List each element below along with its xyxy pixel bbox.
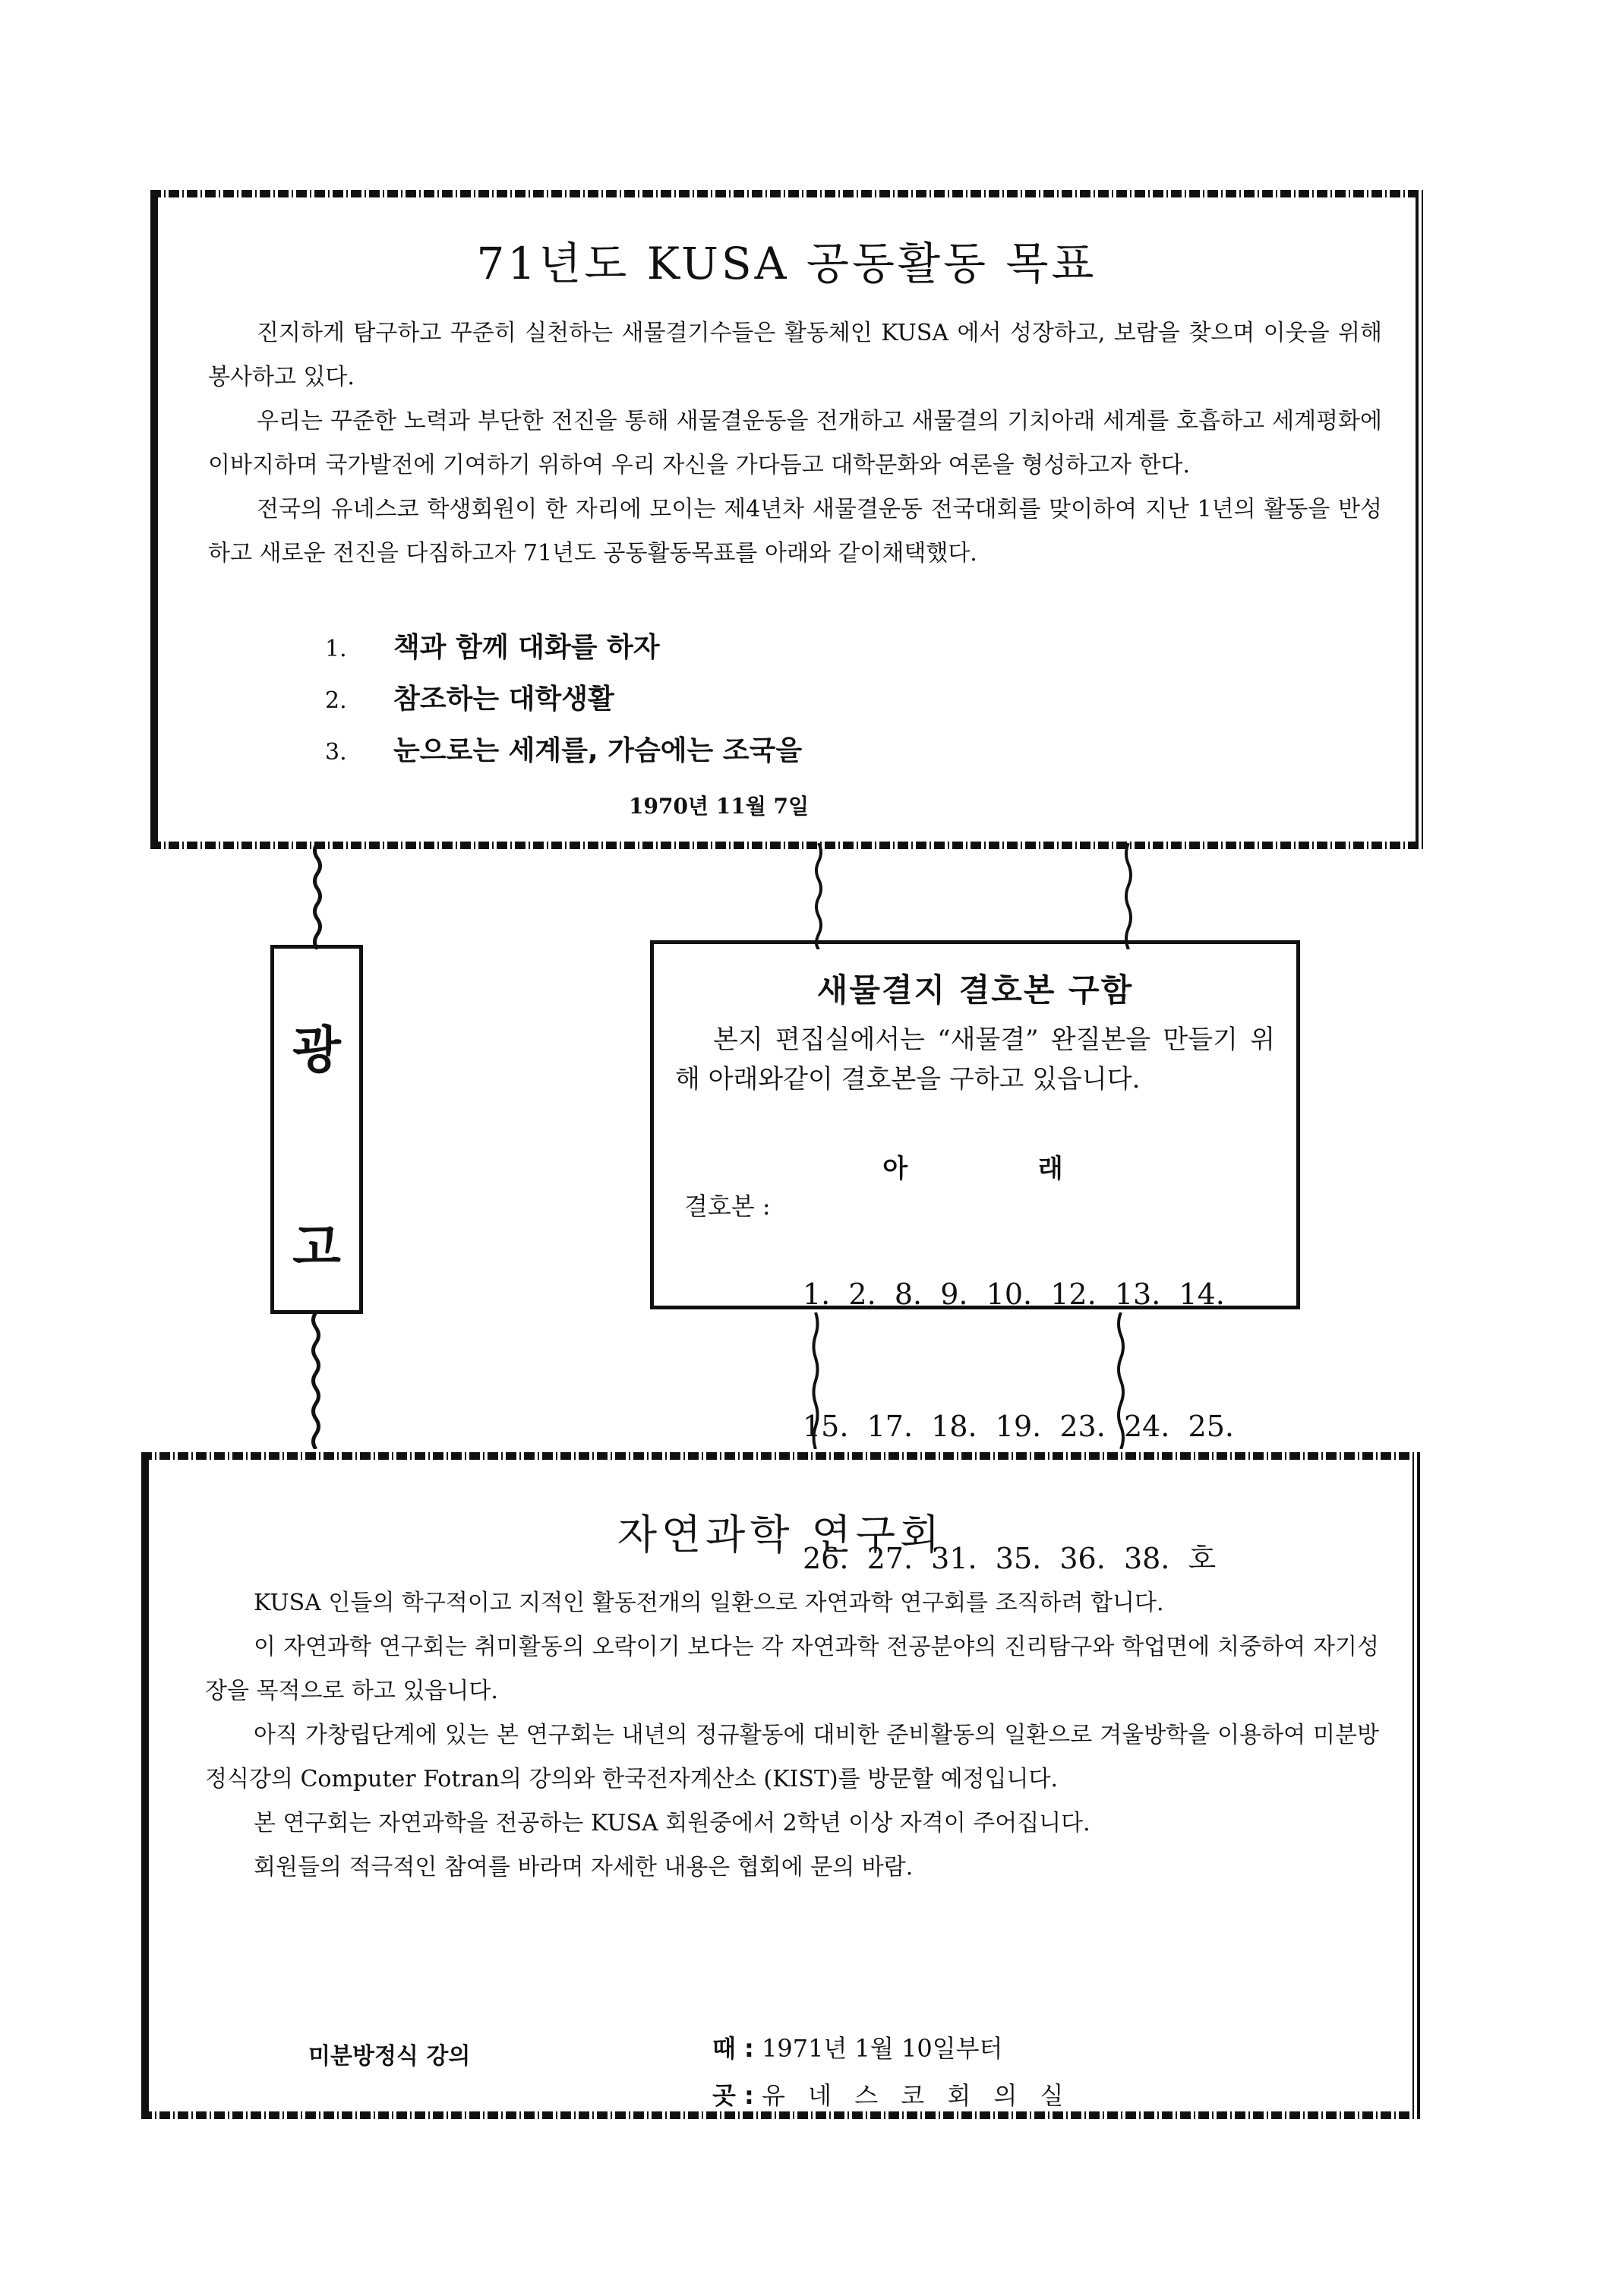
goals-paragraph-2: 우리는 꾸준한 노력과 부단한 전진을 통해 새물결운동을 전개하고 새물결의 기치아래 세계를 호흡하고 세계평화에 이바지하며 국가발전에 기여하기 위하여 우리 자신을 가다듬고 대학문화와 여론을 형성하고자 한다. (208, 408, 1382, 478)
when-label: 때 : (712, 2034, 754, 2063)
connector-line (1113, 1312, 1128, 1449)
issues-row: 15. 17. 18. 19. 23. 24. 25. (803, 1410, 1234, 1443)
when-value: 1971년 1월 10일부터 (762, 2034, 1003, 2063)
goal-item: 2. 참조하는 대학생활 (325, 684, 614, 715)
goals-title: 71년도 KUSA 공동활동 목표 (476, 238, 1097, 289)
goals-body (208, 311, 1382, 576)
science-society-body (205, 1581, 1379, 1890)
where-label: 곳 : (712, 2081, 754, 2110)
ad-char-1: 광 (292, 1021, 341, 1079)
goal-item: 3. 눈으로는 세계를, 가슴에는 조국을 (325, 735, 803, 766)
science-paragraph-5: 회원들의 적극적인 참여를 바라며 자세한 내용은 협회에 문의 바람. (254, 1854, 914, 1881)
science-society-title: 자연과학 연구회 (617, 1511, 945, 1559)
lecture-label: 미분방정식 강의 (308, 2043, 471, 2070)
when-row (712, 2029, 1002, 2064)
issues-label: 결호본 : (684, 1192, 771, 1221)
back-issues-body: 본지 편집실에서는 “새물결” 완질본을 만들기 위해 아래와같이 결호본을 구하고 있읍니다. (675, 1025, 1275, 1094)
science-paragraph-4: 본 연구회는 자연과학을 전공하는 KUSA 회원중에서 2학년 이상 자격이 주어집니다. (254, 1810, 1090, 1836)
back-issues-title: 새물결지 결호본 구함 (816, 971, 1134, 1009)
ad-char-2: 고 (292, 1218, 341, 1277)
connector-line (1121, 843, 1136, 949)
goals-paragraph-3: 전국의 유네스코 학생회원이 한 자리에 모이는 제4년차 새물결운동 전국대회를 맞이하여 지난 1년의 활동을 반성하고 새로운 전진을 다짐하고자 71년도 공동활동목표를 아래와 같이채택했다. (208, 496, 1382, 567)
connector-line (808, 1312, 823, 1449)
where-row (712, 2077, 1071, 2111)
science-society-box (141, 1452, 1420, 2119)
goals-date: 1970년 11월 7일 (629, 794, 810, 819)
science-paragraph-3: 아직 가창립단계에 있는 본 연구회는 내년의 정규활동에 대비한 준비활동의 일환으로 겨울방학을 이용하여 미분방정식강의 Computer Fotran의 강의와 한국전자계산소 (KIST)를 방문할 예정입니다. (205, 1722, 1379, 1792)
goal-item: 1. 책과 함께 대화를 하자 (325, 632, 660, 663)
connector-line (310, 843, 325, 949)
below-heading: 아 래 (882, 1154, 1063, 1184)
connector-line (811, 843, 826, 949)
science-paragraph-2: 이 자연과학 연구회는 취미활동의 오락이기 보다는 각 자연과학 전공분야의 진리탐구와 학업면에 치중하여 자기성장을 목적으로 하고 있읍니다. (205, 1634, 1379, 1704)
science-paragraph-1: KUSA 인들의 학구적이고 지적인 활동전개의 일환으로 자연과학 연구회를 조직하려 합니다. (254, 1590, 1164, 1616)
connector-line (308, 1312, 324, 1449)
issues-row: 1. 2. 8. 9. 10. 12. 13. 14. (803, 1277, 1225, 1311)
advertisement-box (270, 945, 363, 1314)
where-value: 유 네 스 코 회 의 실 (762, 2081, 1072, 2110)
goals-box (150, 190, 1423, 849)
issues-row: 26. 27. 31. 35. 36. 38. 호 (803, 1542, 1217, 1575)
goals-paragraph-1: 진지하게 탐구하고 꾸준히 실천하는 새물결기수들은 활동체인 KUSA 에서 성장하고, 보람을 찾으며 이웃을 위해 봉사하고 있다. (208, 320, 1382, 390)
goals-list (325, 623, 1236, 778)
